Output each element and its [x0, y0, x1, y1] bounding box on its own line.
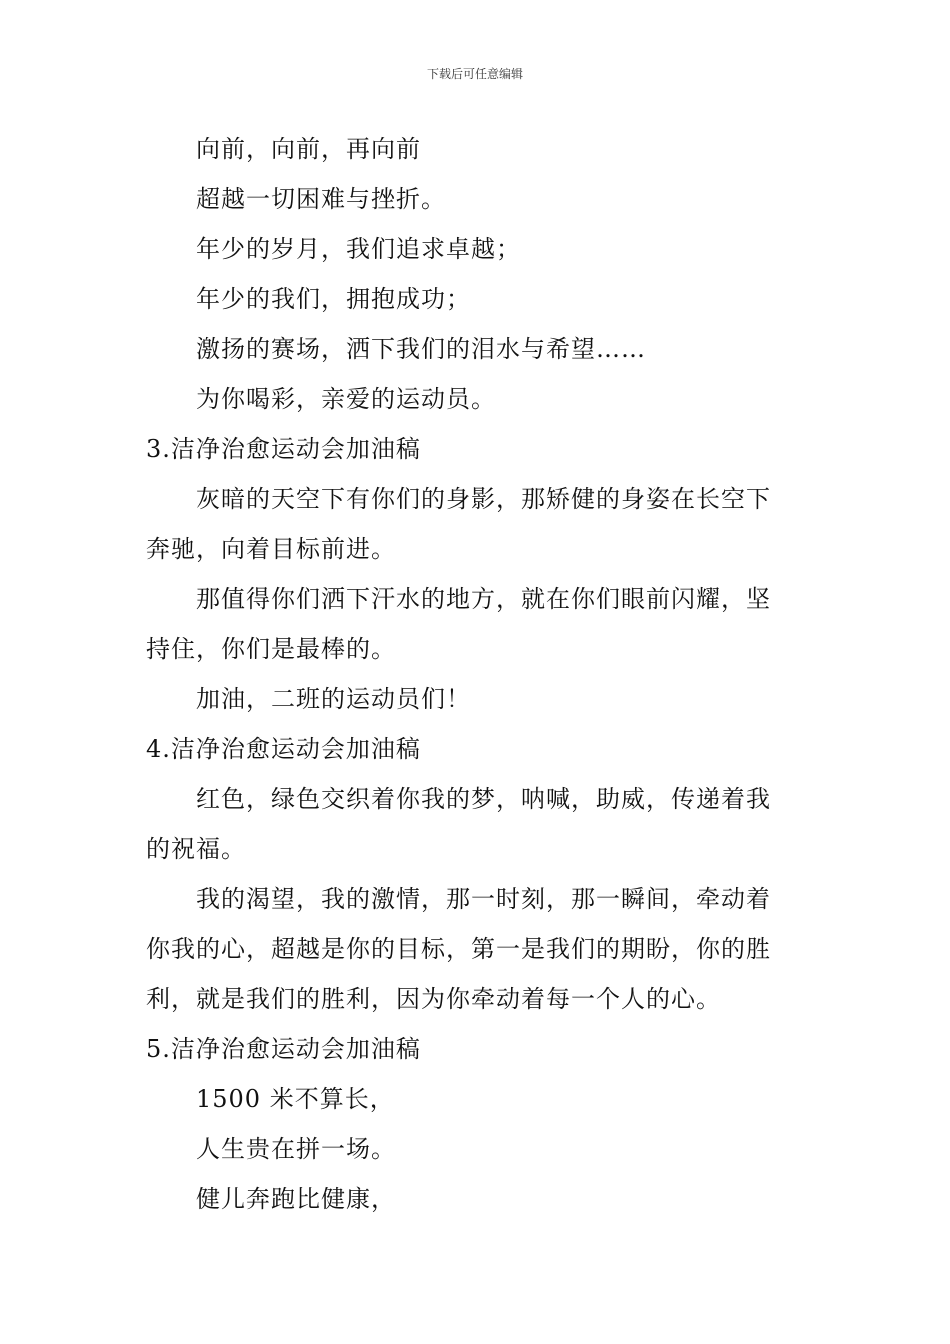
text-line: 灰暗的天空下有你们的身影，那矫健的身姿在长空下 — [196, 485, 771, 513]
text-line: 向前，向前，再向前 — [196, 135, 421, 163]
text-line: 加油，二班的运动员们！ — [196, 685, 471, 713]
text-line: 为你喝彩，亲爱的运动员。 — [196, 385, 496, 413]
text-line: 年少的岁月，我们追求卓越； — [196, 235, 521, 263]
text-line: 利，就是我们的胜利，因为你牵动着每一个人的心。 — [146, 985, 721, 1013]
text-line: 持住，你们是最棒的。 — [146, 635, 396, 663]
text-line: 的祝福。 — [146, 835, 246, 863]
section-heading: 3.洁净治愈运动会加油稿 — [146, 435, 421, 463]
text-line: 年少的我们，拥抱成功； — [196, 285, 471, 313]
text-line: 那值得你们洒下汗水的地方，就在你们眼前闪耀，坚 — [196, 585, 771, 613]
text-line: 1500 米不算长， — [196, 1085, 395, 1113]
document-body — [146, 124, 808, 1224]
text-line: 激扬的赛场，洒下我们的泪水与希望…… — [196, 335, 646, 363]
text-line: 红色，绿色交织着你我的梦，呐喊，助威，传递着我 — [196, 785, 771, 813]
text-line: 人生贵在拼一场。 — [196, 1135, 396, 1163]
text-line: 你我的心，超越是你的目标，第一是我们的期盼，你的胜 — [146, 935, 771, 963]
text-line: 我的渴望，我的激情，那一时刻，那一瞬间，牵动着 — [196, 885, 771, 913]
page-header: 下载后可任意编辑 — [426, 67, 523, 81]
text-line: 超越一切困难与挫折。 — [196, 185, 446, 213]
text-line: 奔驰，向着目标前进。 — [146, 535, 396, 563]
section-heading: 4.洁净治愈运动会加油稿 — [146, 735, 421, 763]
text-line: 健儿奔跑比健康， — [196, 1185, 396, 1213]
section-heading: 5.洁净治愈运动会加油稿 — [146, 1035, 421, 1063]
